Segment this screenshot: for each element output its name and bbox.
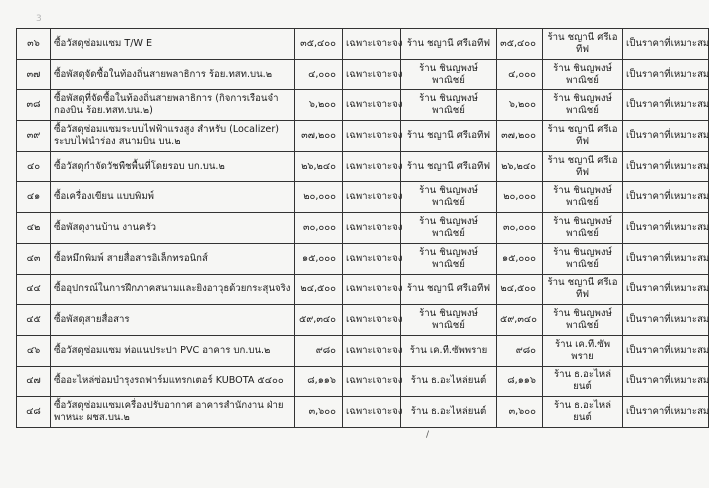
table-row (17, 29, 709, 60)
bidder-name: ร้าน ชินญพงษ์ พาณิชย์ (401, 213, 497, 244)
table-row (17, 213, 709, 244)
selected-vendor: ร้าน ชญานี ศรีเอทีฟ (543, 274, 623, 305)
budget-amount: ๒๐,๐๐๐ (295, 182, 343, 213)
budget-amount: ๓๕,๔๐๐ (295, 29, 343, 60)
budget-amount: ๙๘๐ (295, 335, 343, 366)
table-row (17, 243, 709, 274)
budget-amount: ๒๖,๒๔๐ (295, 151, 343, 182)
budget-amount: ๔,๐๐๐ (295, 59, 343, 90)
table-row (17, 90, 709, 121)
selected-vendor: ร้าน ชินญพงษ์ พาณิชย์ (543, 243, 623, 274)
procurement-method: เฉพาะเจาะจง (343, 305, 401, 336)
table-row (17, 335, 709, 366)
bidder-name: ร้าน ธ.อะไหล่ยนต์ (401, 397, 497, 428)
procurement-method: เฉพาะเจาะจง (343, 397, 401, 428)
procurement-method: เฉพาะเจาะจง (343, 29, 401, 60)
procurement-method: เฉพาะเจาะจง (343, 243, 401, 274)
row-number: ๔๗ (17, 366, 51, 397)
budget-amount: ๘,๑๑๖ (295, 366, 343, 397)
item-description: ซื้ออะไหล่ซ่อมบำรุงรถฟาร์มแทรกเตอร์ KUBOTA ๕๔๐๐ (51, 366, 295, 397)
selected-vendor: ร้าน ชินญพงษ์ พาณิชย์ (543, 182, 623, 213)
table-row (17, 182, 709, 213)
bidder-name: ร้าน ชญานี ศรีเอทีฟ (401, 274, 497, 305)
budget-amount: ๓๗,๒๐๐ (295, 121, 343, 152)
row-number: ๔๖ (17, 335, 51, 366)
selection-reason: เป็นราคาที่เหมาะสม (623, 397, 709, 428)
selection-reason: เป็นราคาที่เหมาะสม (623, 151, 709, 182)
table-row (17, 397, 709, 428)
budget-amount: ๓๐,๐๐๐ (295, 213, 343, 244)
offered-price: ๘,๑๑๖ (497, 366, 543, 397)
offered-price: ๓๕,๔๐๐ (497, 29, 543, 60)
bidder-name: ร้าน ชญานี ศรีเอทีฟ (401, 121, 497, 152)
item-description: ซื้อหมึกพิมพ์ สายสื่อสารอิเล็กทรอนิกส์ (51, 243, 295, 274)
budget-amount: ๕๙,๓๔๐ (295, 305, 343, 336)
offered-price: ๓๗,๒๐๐ (497, 121, 543, 152)
row-number: ๔๒ (17, 213, 51, 244)
procurement-table (16, 28, 709, 428)
item-description: ซื้อวัสดุซ่อมแซม ท่อแนประปา PVC อาคาร บก.บน.๒ (51, 335, 295, 366)
offered-price: ๖,๒๐๐ (497, 90, 543, 121)
selected-vendor: ร้าน ชญานี ศรีเอทีฟ (543, 29, 623, 60)
offered-price: ๒๖,๒๔๐ (497, 151, 543, 182)
offered-price: ๓๐,๐๐๐ (497, 213, 543, 244)
item-description: ซื้อพัสดุจัดซื้อในท้องถิ่นสายพลาธิการ ร้อย.ทสท.บน.๒ (51, 59, 295, 90)
procurement-method: เฉพาะเจาะจง (343, 90, 401, 121)
budget-amount: ๑๕,๐๐๐ (295, 243, 343, 274)
procurement-method: เฉพาะเจาะจง (343, 59, 401, 90)
item-description: ซื้อพัสดุที่จัดซื้อในท้องถิ่นสายพลาธิการ (กิจการเรือนจำกองบิน ร้อย.ทสท.บน.๒) (51, 90, 295, 121)
item-description: ซื้ออุปกรณ์ในการฝึกภาคสนามและยิงอาวุธด้วยกระสุนจริง (51, 274, 295, 305)
procurement-method: เฉพาะเจาะจง (343, 335, 401, 366)
table-row (17, 366, 709, 397)
selected-vendor: ร้าน ชินญพงษ์ พาณิชย์ (543, 213, 623, 244)
procurement-method: เฉพาะเจาะจง (343, 151, 401, 182)
row-number: ๓๘ (17, 90, 51, 121)
selected-vendor: ร้าน ชินญพงษ์ พาณิชย์ (543, 90, 623, 121)
selected-vendor: ร้าน ชินญพงษ์ พาณิชย์ (543, 59, 623, 90)
selection-reason: เป็นราคาที่เหมาะสม (623, 243, 709, 274)
page-corner-mark: 3 (36, 14, 42, 24)
bidder-name: ร้าน ชินญพงษ์ พาณิชย์ (401, 305, 497, 336)
selection-reason: เป็นราคาที่เหมาะสม (623, 366, 709, 397)
bidder-name: ร้าน ชินญพงษ์ พาณิชย์ (401, 182, 497, 213)
offered-price: ๑๕,๐๐๐ (497, 243, 543, 274)
row-number: ๔๐ (17, 151, 51, 182)
selected-vendor: ร้าน เค.ที.ซัพพราย (543, 335, 623, 366)
budget-amount: ๒๔,๕๐๐ (295, 274, 343, 305)
procurement-method: เฉพาะเจาะจง (343, 121, 401, 152)
selected-vendor: ร้าน ธ.อะไหล่ยนต์ (543, 397, 623, 428)
bidder-name: ร้าน ชินญพงษ์ พาณิชย์ (401, 59, 497, 90)
offered-price: ๕๙,๓๔๐ (497, 305, 543, 336)
table-row (17, 59, 709, 90)
row-number: ๔๑ (17, 182, 51, 213)
bidder-name: ร้าน ธ.อะไหล่ยนต์ (401, 366, 497, 397)
selected-vendor: ร้าน ชญานี ศรีเอทีฟ (543, 151, 623, 182)
selection-reason: เป็นราคาที่เหมาะสม (623, 305, 709, 336)
procurement-method: เฉพาะเจาะจง (343, 182, 401, 213)
selected-vendor: ร้าน ชญานี ศรีเอทีฟ (543, 121, 623, 152)
bidder-name: ร้าน ชญานี ศรีเอทีฟ (401, 29, 497, 60)
selection-reason: เป็นราคาที่เหมาะสม (623, 59, 709, 90)
procurement-method: เฉพาะเจาะจง (343, 366, 401, 397)
row-number: ๔๕ (17, 305, 51, 336)
procurement-method: เฉพาะเจาะจง (343, 274, 401, 305)
table-row (17, 274, 709, 305)
row-number: ๓๙ (17, 121, 51, 152)
table-row (17, 151, 709, 182)
item-description: ซื้อพัสดุงานบ้าน งานครัว (51, 213, 295, 244)
selection-reason: เป็นราคาที่เหมาะสม (623, 274, 709, 305)
offered-price: ๔,๐๐๐ (497, 59, 543, 90)
item-description: ซื้อวัสดุซ่อมแซมระบบไฟฟ้าแรงสูง สำหรับ (Localizer) ระบบไฟนำร่อง สนามบิน บน.๒ (51, 121, 295, 152)
bidder-name: ร้าน เค.ที.ซัพพราย (401, 335, 497, 366)
budget-amount: ๓,๖๐๐ (295, 397, 343, 428)
budget-amount: ๖,๒๐๐ (295, 90, 343, 121)
row-number: ๔๘ (17, 397, 51, 428)
selection-reason: เป็นราคาที่เหมาะสม (623, 335, 709, 366)
footer-mark: / (426, 430, 430, 440)
item-description: ซื้อเครื่องเขียน แบบพิมพ์ (51, 182, 295, 213)
selection-reason: เป็นราคาที่เหมาะสม (623, 182, 709, 213)
item-description: ซื้อพัสดุสายสื่อสาร (51, 305, 295, 336)
selection-reason: เป็นราคาที่เหมาะสม (623, 121, 709, 152)
row-number: ๔๔ (17, 274, 51, 305)
item-description: ซื้อวัสดุกำจัดวัชพืชพื้นที่โดยรอบ บก.บน.๒ (51, 151, 295, 182)
offered-price: ๙๘๐ (497, 335, 543, 366)
row-number: ๓๗ (17, 59, 51, 90)
bidder-name: ร้าน ชินญพงษ์ พาณิชย์ (401, 243, 497, 274)
bidder-name: ร้าน ชินญพงษ์ พาณิชย์ (401, 90, 497, 121)
selected-vendor: ร้าน ชินญพงษ์ พาณิชย์ (543, 305, 623, 336)
item-description: ซื้อวัสดุซ่อมแซม T/W E (51, 29, 295, 60)
offered-price: ๒๐,๐๐๐ (497, 182, 543, 213)
selected-vendor: ร้าน ธ.อะไหล่ยนต์ (543, 366, 623, 397)
row-number: ๓๖ (17, 29, 51, 60)
table-body (17, 29, 709, 428)
table-row (17, 121, 709, 152)
offered-price: ๒๔,๕๐๐ (497, 274, 543, 305)
item-description: ซื้อวัสดุซ่อมแซมเครื่องปรับอากาศ อาคารสำนักงาน ฝ่ายพาหนะ ผชส.บน.๒ (51, 397, 295, 428)
row-number: ๔๓ (17, 243, 51, 274)
selection-reason: เป็นราคาที่เหมาะสม (623, 213, 709, 244)
bidder-name: ร้าน ชญานี ศรีเอทีฟ (401, 151, 497, 182)
selection-reason: เป็นราคาที่เหมาะสม (623, 29, 709, 60)
offered-price: ๓,๖๐๐ (497, 397, 543, 428)
procurement-method: เฉพาะเจาะจง (343, 213, 401, 244)
selection-reason: เป็นราคาที่เหมาะสม (623, 90, 709, 121)
table-row (17, 305, 709, 336)
